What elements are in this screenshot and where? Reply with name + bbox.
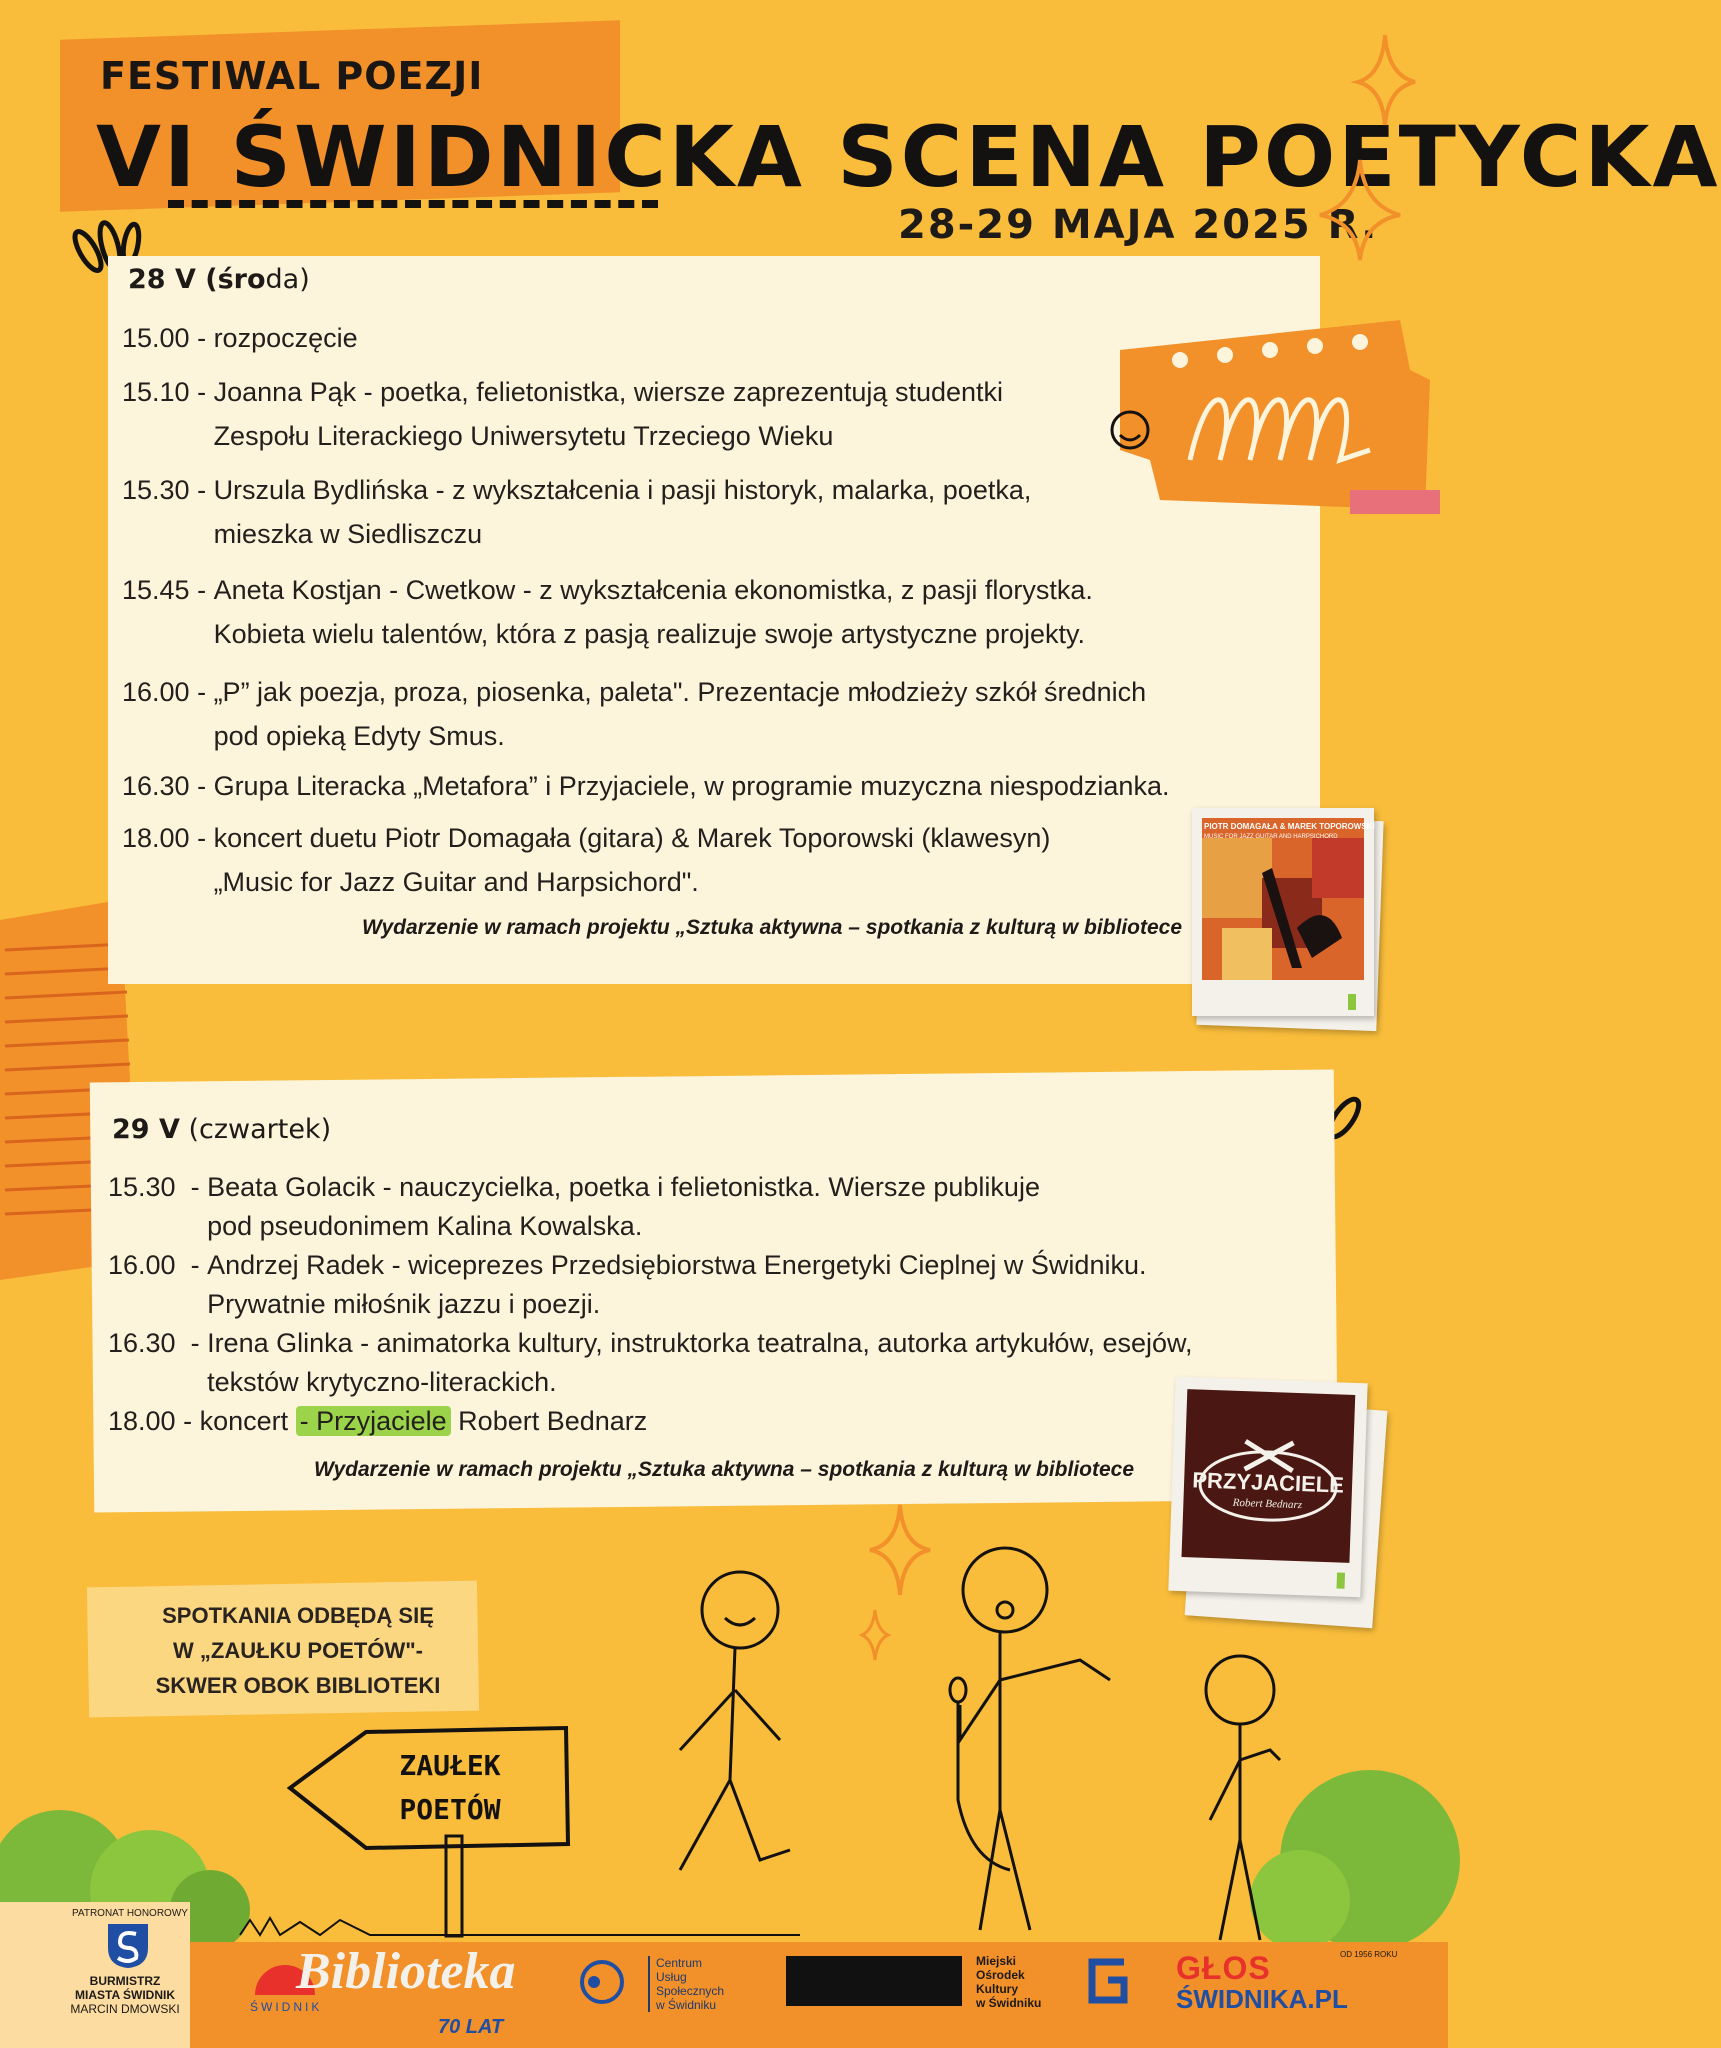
figure-watching	[1206, 1656, 1280, 1940]
polaroid-tab	[1348, 994, 1356, 1010]
day2-schedule	[108, 1168, 1308, 1441]
biblioteka-logo: Biblioteka	[296, 1943, 516, 2000]
album1-title: MUSIC FOR JAZZ GUITAR AND HARPSICHORD	[1204, 834, 1338, 840]
day2-heading	[112, 1114, 331, 1145]
item-text: Urszula Bydlińska - z wykształcenia i pasji historyk, malarka, poetka,	[213, 475, 1032, 505]
burmistrz-line: MARCIN DMOWSKI	[70, 2002, 180, 2016]
cus-logo-icon	[574, 1956, 638, 2006]
festival-dates: 28-29 MAJA 2025 R.	[898, 202, 1379, 248]
mok-logo-block	[786, 1956, 962, 2006]
meeting-line: SKWER OBOK BIBLIOTEKI	[155, 1673, 441, 1698]
title-underline	[168, 200, 658, 208]
schedule-item	[108, 1324, 1308, 1402]
festival-label: FESTIWAL POEZJI	[100, 54, 484, 98]
item-time: 15.00 -	[122, 323, 214, 353]
item-time: 18.00 -	[108, 1406, 200, 1436]
item-text: Joanna Pąk - poetka, felietonistka, wiersze zaprezentują studentki	[213, 377, 1004, 407]
schedule-item	[122, 816, 1272, 904]
item-text: Irena Glinka - animatorka kultury, instruktorka teatralna, autorka artykułów, esejów,	[207, 1328, 1193, 1358]
mok-line: Ośrodek	[976, 1968, 1025, 1982]
item-time: 16.30 -	[108, 1328, 208, 1358]
meeting-line: SPOTKANIA ODBĘDĄ SIĘ	[162, 1603, 434, 1628]
item-text: Grupa Literacka „Metafora” i Przyjaciele, w programie muzyczna niespodzianka.	[213, 771, 1170, 801]
item-text: tekstów krytyczno-literackich.	[207, 1367, 557, 1397]
day2-project-note: Wydarzenie w ramach projektu „Sztuka aktywna – spotkania z kulturą w bibliotece	[314, 1458, 1135, 1481]
album2-subtitle: Robert Bednarz	[1232, 1496, 1303, 1512]
day1-heading-bold: 28 V (śro	[128, 264, 266, 295]
item-text: pod opieką Edyty Smus.	[213, 721, 505, 751]
sparkle-icon	[1300, 30, 1420, 260]
ticket-doodle	[1100, 310, 1440, 530]
item-text: Aneta Kostjan - Cwetkow - z wykształcenia ekonomistka, z pasji florystka.	[213, 575, 1093, 605]
item-time: 16.00 -	[122, 677, 214, 707]
mok-label	[976, 1954, 1041, 2010]
cus-line: Społecznych	[656, 1984, 725, 1998]
item-time: 15.45 -	[122, 575, 214, 605]
guitars-icon	[1245, 1441, 1294, 1471]
patronat-label: PATRONAT HONOROWY	[72, 1908, 188, 1919]
album1-cover	[1202, 818, 1375, 980]
schedule-item	[122, 568, 1272, 656]
grass-line	[240, 1910, 820, 1940]
glos-since: OD 1956 ROKU	[1340, 1950, 1398, 1959]
biblioteka-city: ŚWIDNIK	[250, 2000, 323, 2014]
schedule-item	[108, 1168, 1308, 1246]
highlighted-text	[296, 1406, 451, 1436]
day2-heading-rest: (czwartek)	[179, 1114, 332, 1145]
item-text: Andrzej Radek - wiceprezes Przedsiębiorstwa Energetyki Cieplnej w Świdniku.	[207, 1250, 1147, 1280]
item-text: mieszka w Siedliszczu	[213, 519, 483, 549]
item-time: 18.00 -	[122, 823, 214, 853]
polaroid-tab	[1337, 1572, 1346, 1588]
item-time: 15.10 -	[122, 377, 214, 407]
main-title: VI ŚWIDNICKA SCENA POETYCKA	[96, 108, 1721, 206]
day1-heading-rest: da)	[265, 264, 310, 295]
cus-line: Usług	[656, 1970, 687, 1984]
figure-walking	[680, 1572, 790, 1870]
mok-line: Kultury	[976, 1982, 1018, 1996]
biblioteka-years: 70 LAT	[438, 2016, 504, 2038]
sign-line: ZAUŁEK	[399, 1749, 501, 1782]
glos-logo-icon	[1084, 1956, 1134, 2006]
item-text: pod pseudonimem Kalina Kowalska.	[207, 1211, 643, 1241]
figure-speaking	[950, 1548, 1110, 1930]
item-text: „Music for Jazz Guitar and Harpsichord".	[213, 867, 699, 897]
item-time: 15.30 -	[122, 475, 214, 505]
glos-logo-domain: ŚWIDNIKA.PL	[1176, 1984, 1348, 2014]
day1-heading	[128, 264, 310, 295]
item-text: „P” jak poezja, proza, piosenka, paleta". Prezentacje młodzieży szkół średnich	[213, 677, 1147, 707]
item-text: Prywatnie miłośnik jazzu i poezji.	[207, 1289, 601, 1319]
item-text: rozpoczęcie	[213, 323, 358, 353]
city-crest-icon	[106, 1922, 150, 1970]
item-text: koncert duetu Piotr Domagała (gitara) & Marek Toporowski (klawesyn)	[213, 823, 1051, 853]
mok-line: Miejski	[976, 1954, 1017, 1968]
album1-artists: PIOTR DOMAGAŁA & MAREK TOPOROWSKI	[1204, 822, 1375, 831]
burmistrz-label	[60, 1974, 190, 2016]
item-time: 16.00 -	[108, 1250, 208, 1280]
meeting-line: W „ZAUŁKU POETÓW"-	[173, 1638, 423, 1663]
schedule-item-concert	[108, 1402, 1308, 1441]
burmistrz-line: BURMISTRZ	[89, 1974, 161, 1988]
signpost-text	[380, 1744, 520, 1832]
schedule-item	[108, 1246, 1308, 1324]
item-text: Robert Bednarz	[450, 1406, 648, 1436]
album2-title: PRZYJACIELE	[1191, 1467, 1345, 1498]
cus-line: Centrum	[656, 1956, 703, 1970]
album1-polaroid	[1192, 808, 1374, 1016]
day2-heading-bold: 29 V	[112, 1114, 180, 1145]
tape-decoration	[1350, 490, 1440, 514]
sign-line: POETÓW	[399, 1793, 501, 1826]
item-time: 15.30 -	[108, 1172, 208, 1202]
cus-label	[648, 1956, 724, 2012]
item-text: Beata Golacik - nauczycielka, poetka i felietonistka. Wiersze publikuje	[207, 1172, 1040, 1202]
item-text: Kobieta wielu talentów, która z pasją realizuje swoje artystyczne projekty.	[213, 619, 1085, 649]
cus-line: w Świdniku	[656, 1998, 717, 2012]
mok-line: w Świdniku	[976, 1996, 1042, 2010]
schedule-item	[122, 670, 1272, 758]
item-text: koncert	[199, 1406, 296, 1436]
day1-project-note: Wydarzenie w ramach projektu „Sztuka aktywna – spotkania z kulturą w bibliotece	[362, 916, 1183, 939]
highlight-word: Przyjaciele	[316, 1406, 447, 1436]
stick-figures-illustration	[590, 1540, 1290, 1940]
meeting-note	[112, 1598, 484, 1703]
item-time: 16.30 -	[122, 771, 214, 801]
schedule-item	[122, 764, 1272, 808]
glos-logo-text: GŁOS	[1176, 1950, 1271, 1986]
item-text: Zespołu Literackiego Uniwersytetu Trzeciego Wieku	[213, 421, 834, 451]
dash: -	[299, 1406, 309, 1436]
burmistrz-line: MIASTA ŚWIDNIK	[75, 1988, 175, 2002]
